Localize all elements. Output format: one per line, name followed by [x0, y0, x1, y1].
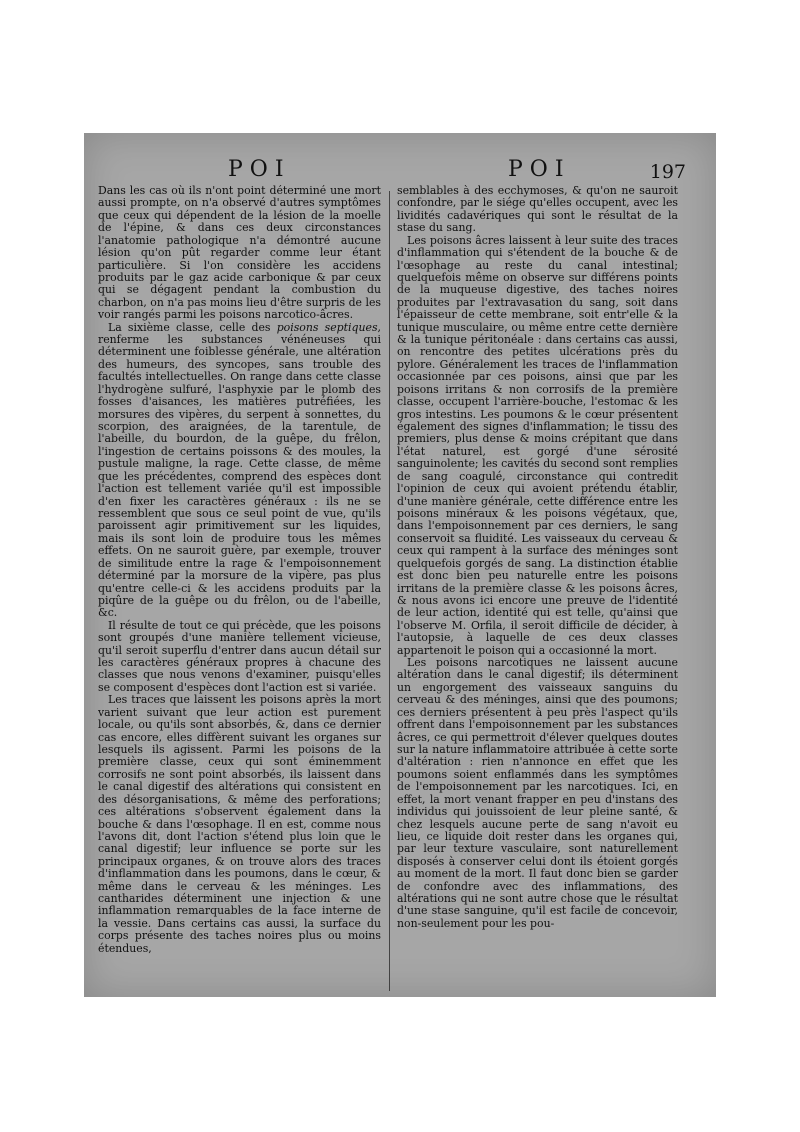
paragraph: Les poisons narcotiques ne laissent aucune altération dans le canal digestif; ils déterminent un engorgement des vaisseaux sanguins du cerveau & des méninges, ainsi que des poumons; ces derniers présentent à peu près l'aspect qu'ils offrent dans l'empoisonnement par les substances âcres, ce qui permettroit d'élever quelques doutes sur la nature inflammatoire attribuée à cette sorte d'altération : rien n'annonce en effet que les poumons soient enflammés dans les symptômes de l'empoisonnement par les narcotiques. Ici, en effet, la mort venant frapper en peu d'instans des individus qui jouissoient de leur pleine santé, & chez lesquels aucune perte de sang n'avoit eu lieu, ce liquide doit rester dans les organes qui, par leur texture vasculaire, sont naturellement disposés à conserver celui dont ils étoient gorgés au moment de la mort. Il faut donc bien se garder de confondre avec des inflammations, des altérations qui ne sont autre chose que le résultat d'une stase sanguine, qu'il est facile de concevoir, non-seulement pour les pou-	[397, 656, 678, 930]
paragraph-text: La sixième classe, celle des	[108, 320, 277, 334]
scanned-page	[84, 133, 716, 997]
page-number: 197	[649, 161, 686, 183]
paragraph: Les traces que laissent les poisons après la mort varient suivant que leur action est purement locale, ou qu'ils sont absorbés, &, dans ce dernier cas encore, elles diffèrent suivant les organes sur lesquels ils agissent. Parmi les poisons de la première classe, ceux qui sont éminemment corrosifs ne sont point absorbés, ils laissent dans le canal digestif des altérations qui consistent en des désorganisations, & même des perforations; ces altérations s'observent également dans la bouche & dans l'œsophage. Il en est, comme nous l'avons dit, dont l'action s'étend plus loin que le canal digestif; leur influence se porte sur les principaux organes, & on trouve alors des traces d'inflammation dans les poumons, dans le cœur, & même dans le cerveau & les méninges. Les cantharides déterminent une injection & une inflammation remarquables de la face interne de la vessie. Dans certains cas aussi, la surface du corps présente des taches noires plus ou moins étendues,	[98, 693, 381, 955]
left-column	[98, 185, 381, 997]
column-divider	[389, 191, 390, 991]
running-head-left: POI	[228, 157, 291, 182]
paragraph-text: , renferme les substances vénéneuses qui déterminent une foiblesse générale, une altération des humeurs, des syncopes, sans trouble des facultés intellectuelles. On range dans cette classe l'hydrogène sulfuré, l'asphyxie par le plomb des fosses d'aisances, les matières putréfiées, les morsures des vipères, du serpent à sonnettes, du scorpion, des araignées, de la tarentule, de l'abeille, du bourdon, de la guêpe, du frêlon, l'ingestion de certains poissons & des moules, la pustule maligne, la rage. Cette classe, de même que les précédentes, comprend des espèces dont l'action est tellement variée qu'il est impossible d'en fixer les caractères généraux : ils ne se ressemblent que sous ce seul point de vue, qu'ils paroissent agir primitivement sur les liquides, mais ils sont loin de produire tous les mêmes effets. On ne sauroit guère, par exemple, trouver de similitude entre la rage & l'empoisonnement déterminé par la morsure de la vipère, pas plus qu'entre celle-ci & les accidens produits par la piqûre de la guêpe ou du frêlon, ou de l'abeille, &c.	[98, 320, 381, 620]
paragraph: Il résulte de tout ce qui précède, que les poisons sont groupés d'une manière tellement vicieuse, qu'il seroit superflu d'entrer dans aucun détail sur les caractères généraux propres à chacune des classes que nous venons d'examiner, puisqu'elles se composent d'espèces dont l'action est si variée.	[98, 618, 381, 694]
paragraph-septic-poisons	[98, 322, 381, 620]
running-head-right: POI	[508, 157, 571, 182]
paragraph: Dans les cas où ils n'ont point déterminé une mort aussi prompte, on n'a observé d'autres symptômes que ceux qui dépendent de la lésion de la moelle de l'épine, & dans ces deux circonstances l'anatomie pathologique n'a démontré aucune lésion qu'on pût regarder comme leur étant particulière. Si l'on considère les accidens produits par le gaz acide carbonique & par ceux qui se dégagent pendant la combustion du charbon, on n'a pas moins lieu d'être surpris de les voir rangés parmi les poisons narcotico-âcres.	[98, 185, 381, 322]
paragraph: semblables à des ecchymoses, & qu'on ne sauroit confondre, par le siége qu'elles occupent, avec les lividités cadavériques qui sont le résultat de la stase du sang.	[397, 185, 678, 235]
emphasis-term: poisons septiques	[276, 320, 378, 334]
paragraph: Les poisons âcres laissent à leur suite des traces d'inflammation qui s'étendent de la bouche & de l'œsophage au reste du canal intestinal; quelquefois même on observe sur différens points de la muqueuse digestive, des taches noires produites par l'extravasation du sang, soit dans l'épaisseur de cette membrane, soit entr'elle & la tunique musculaire, ou même entre cette dernière & la tunique péritonéale : dans certains cas aussi, on rencontre des petites ulcérations près du pylore. Généralement les traces de l'inflammation occasionnée par ces poisons, ainsi que par les poisons irritans & non corrosifs de la première classe, occupent l'arrière-bouche, l'estomac & les gros intestins. Les poumons & le cœur présentent également des signes d'inflammation; le tissu des premiers, plus dense & moins crépitant que dans l'état naturel, est gorgé d'une sérosité sanguinolente; les cavités du second sont remplies de sang coagulé, circonstance qui contredit l'opinion de ceux qui avoient prétendu établir, d'une manière générale, cette différence entre les poisons minéraux & les poisons végétaux, que, dans l'empoisonnement par ces derniers, le sang conservoit sa fluidité. Les vaisseaux du cerveau & ceux qui rampent à la surface des méninges sont quelquefois gorgés de sang. La distinction établie est donc bien peu naturelle entre les poisons irritans de la première classe & les poisons âcres, & nous avons ici encore une preuve de l'identité de leur action, identité qui est telle, qu'ainsi que l'observe M. Orfila, il seroit difficile de décider, à l'autopsie, à laquelle de ces deux classes appartenoit le poison qui a occasionné la mort.	[397, 233, 678, 657]
right-column	[397, 185, 678, 997]
